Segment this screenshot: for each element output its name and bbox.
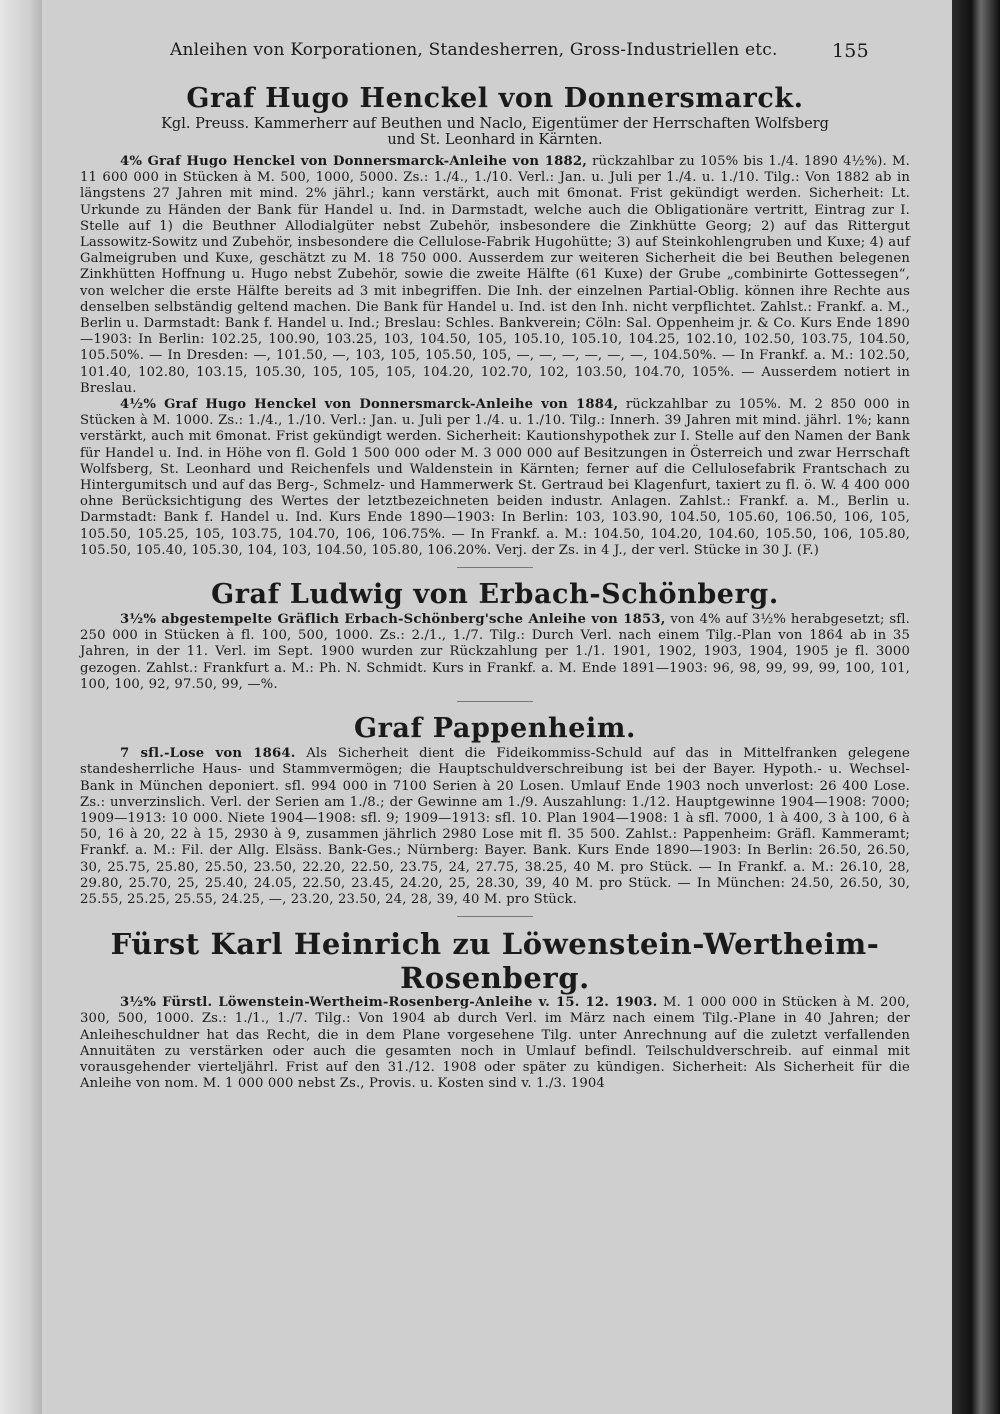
bond-entry bbox=[80, 746, 910, 908]
page-number: 155 bbox=[832, 40, 869, 62]
bond-entry-lead: 4½% Graf Hugo Henckel von Donnersmarck-Anleihe von 1884, bbox=[120, 397, 619, 413]
bond-entry bbox=[80, 995, 910, 1092]
page-content bbox=[80, 82, 910, 1092]
bond-entry-text: rückzahlbar zu 105% bis 1./4. 1890 4½%). M. 11 600 000 in Stücken à M. 500, 1000, 5000. Zs.: 1./4., 1./10. Verl.: Jan. u. Juli per 1./4. u. 1./10. Tilg.: Von 1882 ab in längstens 27 Jahren mit mind. 2% jährl.; kann verstärkt, auch mit 6monat. Frist gekündigt werden. Sicherheit: Lt. Urkunde zu Händen der Bank für Handel u. Ind. in Darmstadt, welche auch die Obligationäre vertritt, Eintrag zur I. Stelle auf 1) die Beuthner Allodialgüter nebst Zubehör, insbesondere die Zinkhütte Georg; 2) auf das Rittergut Lassowitz-Sowitz und Zubehör, insbesondere die Cellulose-Fabrik Hugohütte; 3) auf Steinkohlengruben und Kuxe; 4) auf Galmeigruben und Kuxe, geschätzt zu M. 18 750 000. Ausserdem zur weiteren Sicherheit die bei Beuthen belegenen Zinkhütten Hoffnung u. Hugo nebst Zubehör, sowie die zweite Hälfte (61 Kuxe) der Grube „combinirte Gottessegen“, von welcher die erste Hälfte bereits ad 3 mit inbegriffen. Die Inh. der einzelnen Partial-Oblig. können ihre Rechte aus denselben selbständig geltend machen. Die Bank für Handel u. Ind. ist den Inh. nicht verpflichtet. Zahlst.: Frankf. a. M., Berlin u. Darmstadt: Bank f. Handel u. Ind.; Breslau: Schles. Bankverein; Cöln: Sal. Oppenheim jr. & Co. Kurs Ende 1890—1903: In Berlin: 102.25, 100.90, 103.25, 103, 104.50, 105, 105.10, 105.10, 104.25, 102.10, 102.50, 103.75, 104.50, 105.50%. — In Dresden: —, 101.50, —, 103, 105, 105.50, 105, —, —, —, —, —, —, 104.50%. — In Frankf. a. M.: 102.50, 101.40, 102.80, 103.15, 105.30, 105, 105, 105, 104.20, 102.70, 102, 103.50, 104.70, 105%. — Ausserdem notiert in Breslau. bbox=[80, 154, 910, 396]
bond-entry-lead: 4% Graf Hugo Henckel von Donnersmarck-Anleihe von 1882, bbox=[120, 154, 587, 169]
subtitle-line-1: Kgl. Preuss. Kammerherr auf Beuthen und Naclo, Eigentümer der Herrschaften Wolfsberg bbox=[161, 116, 829, 132]
bond-entry-text: Als Sicherheit dient die Fideikommiss-Schuld auf das in Mittelfranken gelegene standesherrliche Haus- und Stammvermögen; die Hauptschuldverschreibung ist bei der Bayer. Hypoth.- u. Wechsel-Bank in München deponiert. sfl. 994 000 in 7100 Serien à 20 Losen. Umlauf Ende 1903 noch unverlost: 26 400 Lose. Zs.: unverzinslich. Verl. der Serien am 1./8.; der Gewinne am 1./9. Auszahlung: 1./12. Hauptgewinne 1904—1908: 7000; 1909—1913: 10 000. Niete 1904—1908: sfl. 9; 1909—1913: sfl. 10. Plan 1904—1908: 1 à sfl. 7000, 1 à 400, 3 à 100, 6 à 50, 16 à 20, 22 à 15, 2930 à 9, zusammen jährlich 2980 Lose mit fl. 35 500. Zahlst.: Pappenheim: Gräfl. Kammeramt; Frankf. a. M.: Fil. der Allg. Elsäss. Bank-Ges.; Nürnberg: Bayer. Bank. Kurs Ende 1890—1903: In Berlin: 26.50, 26.50, 30, 25.75, 25.80, 25.50, 23.50, 22.20, 22.50, 23.75, 24, 27.75, 38.25, 40 M. pro Stück. — In Frankf. a. M.: 26.10, 28, 29.80, 25.70, 25, 25.40, 24.05, 22.50, 23.45, 24.20, 25, 28.30, 39, 40 M. pro Stück. — In München: 24.50, 26.50, 30, 25.55, 25.25, 25.55, 24.25, —, 23.20, 23.50, 24, 28, 39, 40 M. pro Stück. bbox=[80, 746, 911, 907]
bond-entry bbox=[80, 612, 910, 693]
section-henckel bbox=[80, 82, 910, 559]
bond-entry-lead: 3½% Fürstl. Löwenstein-Wertheim-Rosenberg-Anleihe v. 15. 12. 1903. bbox=[120, 995, 658, 1011]
subtitle-line-2: und St. Leonhard in Kärnten. bbox=[387, 132, 603, 148]
section-subtitle bbox=[80, 116, 910, 148]
running-title: Anleihen von Korporationen, Standesherren, Gross-Industriellen etc. bbox=[170, 40, 778, 60]
section-divider bbox=[457, 916, 533, 917]
bond-entry bbox=[80, 154, 910, 397]
section-pappenheim bbox=[80, 712, 910, 908]
section-title: Fürst Karl Heinrich zu Löwenstein-Wertheim-Rosenberg. bbox=[110, 927, 880, 996]
left-page-edge bbox=[0, 0, 42, 1414]
section-loewenstein bbox=[80, 927, 910, 1092]
section-divider bbox=[457, 701, 533, 702]
section-divider bbox=[457, 567, 533, 568]
bond-entry-text: rückzahlbar zu 105%. M. 2 850 000 in Stücken à M. 1000. Zs.: 1./4., 1./10. Verl.: Jan. u. Juli per 1./4. u. 1./10. Tilg.: Innerh. 39 Jahren mit mind. jährl. 1%; kann verstärkt, auch mit 6monat. Frist gekündigt werden. Sicherheit: Kautionshypothek zur I. Stelle auf den Namen der Bank für Handel u. Ind. in Höhe von fl. Gold 1 500 000 oder M. 3 000 000 auf Besitzungen in Österreich und zwar Herrschaft Wolfsberg, St. Leonhard und Reichenfels und Waldenstein in Kärnten; ferner auf die Cellulosefabrik Frantschach zu Hintergumitsch und auf das Berg-, Schmelz- und Hammerwerk St. Gertraud bei Klagenfurt, taxiert zu fl. ö. W. 4 400 000 ohne Berücksichtigung des Wertes der letztbezeichneten beiden industr. Anlagen. Zahlst.: Frankf. a. M., Berlin u. Darmstadt: Bank f. Handel u. Ind. Kurs Ende 1890—1903: In Berlin: 103, 103.90, 104.50, 105.60, 106.50, 106, 105, 105.50, 105.25, 105, 103.75, 104.70, 106, 106.75%. — In Frankf. a. M.: 104.50, 104.20, 104.60, 105.50, 106, 105.80, 105.50, 105.40, 105.30, 104, 103, 104.50, 105.80, 106.20%. Verj. der Zs. in 4 J., der verl. Stücke in 30 J. (F.) bbox=[80, 397, 910, 558]
book-binding-edge bbox=[952, 0, 1000, 1414]
section-title: Graf Hugo Henckel von Donnersmarck. bbox=[186, 83, 804, 114]
bond-entry-text: von 4% auf 3½% herabgesetzt; sfl. 250 000 in Stücken à fl. 100, 500, 1000. Zs.: 2./1., 1./7. Tilg.: Durch Verl. nach einem Tilg.-Plan von 1864 ab in 35 Jahren, in der 11. Verl. im Sept. 1900 wurden zur Rückzahlung per 1./1. 1901, 1902, 1903, 1904, 1905 je fl. 3000 gezogen. Zahlst.: Frankfurt a. M.: Ph. N. Schmidt. Kurs in Frankf. a. M. Ende 1891—1903: 96, 98, 99, 99, 99, 100, 101, 100, 100, 92, 97.50, 99, —%. bbox=[80, 612, 910, 692]
bond-entry bbox=[80, 397, 910, 559]
bond-entry-lead: 3½% abgestempelte Gräflich Erbach-Schönberg'sche Anleihe von 1853, bbox=[120, 612, 666, 628]
bond-entry-text: M. 1 000 000 in Stücken à M. 200, 300, 500, 1000. Zs.: 1./1., 1./7. Tilg.: Von 1904 ab durch Verl. im März nach einem Tilg.-Plane in 40 Jahren; der Anleiheschuldner hat das Recht, die in dem Plane vorgesehene Tilg. unter Anrechnung auf die zuletzt verfallenden Annuitäten zu verstärken oder auch die gesamten noch in Umlauf befindl. Teilschuldverschreib. auf einmal mit vorausgehender vierteljährl. Frist auf den 31./12. 1908 oder später zu kündigen. Sicherheit: Als Sicherheit für die Anleihe von nom. M. 1 000 000 nebst Zs., Provis. u. Kosten sind v. 1./3. 1904 bbox=[80, 995, 911, 1092]
page-body bbox=[42, 0, 952, 1414]
section-title: Graf Pappenheim. bbox=[353, 713, 637, 745]
section-title: Graf Ludwig von Erbach-Schönberg. bbox=[211, 579, 779, 611]
section-erbach bbox=[80, 578, 910, 693]
bond-entry-lead: 7 sfl.-Lose von 1864. bbox=[120, 746, 296, 762]
